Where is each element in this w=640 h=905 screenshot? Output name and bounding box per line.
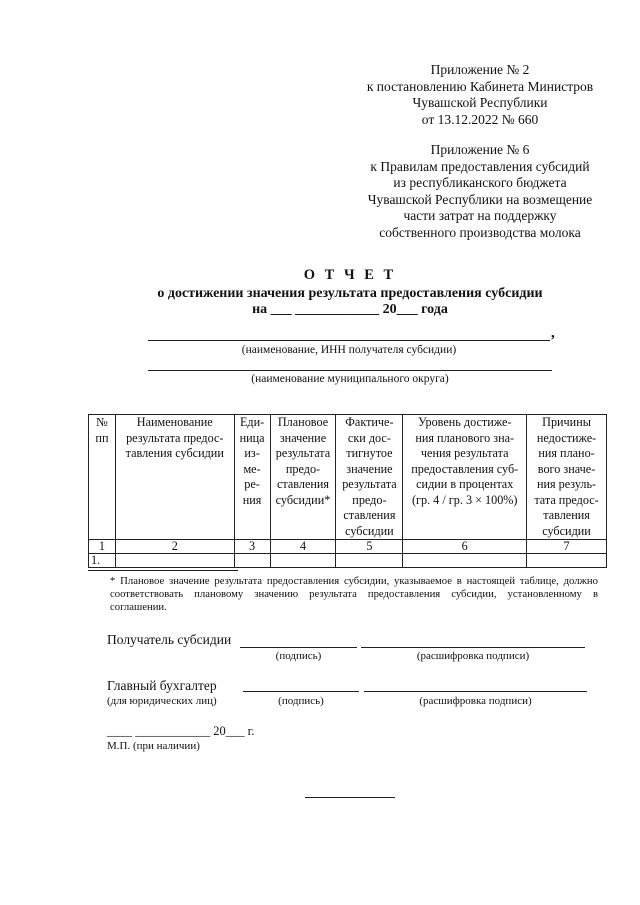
header-cell-reasons: Причины недостиже- ния плано- вого значе- ния резуль- тата предос- тавления субсидии bbox=[527, 415, 607, 540]
date-line: ____ ____________ 20___ г. bbox=[107, 724, 255, 738]
table-cell bbox=[115, 554, 234, 568]
table-header-row bbox=[89, 415, 607, 540]
report-table bbox=[88, 414, 607, 568]
header-cell-name: Наименование результата предос- тавления субсидии bbox=[115, 415, 234, 540]
annex-2-line-1: Приложение № 6 bbox=[430, 142, 530, 157]
row-number: 1. bbox=[89, 554, 116, 568]
accountant-signature-label: Главный бухгалтер bbox=[107, 678, 217, 693]
header-cell-planned: Плановое значение результата предо- ставления субсидии* bbox=[270, 415, 336, 540]
column-number: 6 bbox=[403, 540, 527, 554]
footnote-text: * Плановое значение результата предоставления субсидии, указываемое в настоящей таблице, должно соответствовать плановому значению результата предоставления субсидии, установленному в соглашении. bbox=[110, 575, 598, 613]
column-number: 3 bbox=[234, 540, 270, 554]
report-heading: О Т Ч Е Т bbox=[303, 267, 397, 283]
column-number: 4 bbox=[270, 540, 336, 554]
recipient-decode-line bbox=[361, 647, 585, 648]
closing-separator bbox=[305, 797, 395, 798]
annex-2-line-6: собственного производства молока bbox=[379, 224, 581, 240]
annex-block-1 bbox=[330, 62, 630, 128]
table-row bbox=[89, 554, 607, 568]
annex-1-line-1: Приложение № 2 bbox=[430, 62, 530, 77]
accountant-decode-line bbox=[364, 691, 587, 692]
header-cell-unit: Еди- ница из- ме- ре- ния bbox=[234, 415, 270, 540]
annex-1-line-4: от 13.12.2022 № 660 bbox=[421, 111, 539, 127]
seal-note: М.П. (при наличии) bbox=[107, 740, 200, 752]
annex-1-line-2: к постановлению Кабинета Министров bbox=[366, 78, 594, 94]
report-subtitle: о достижении значения результата предоставления субсидии bbox=[157, 286, 543, 301]
recipient-comma: , bbox=[551, 325, 555, 341]
header-cell-no: № пп bbox=[89, 415, 116, 540]
footnote-separator bbox=[88, 570, 238, 571]
table-cell bbox=[403, 554, 527, 568]
annex-block-2 bbox=[330, 142, 630, 242]
recipient-decode-caption: (расшифровка подписи) bbox=[416, 650, 530, 662]
table-cell bbox=[234, 554, 270, 568]
table-number-row bbox=[89, 540, 607, 554]
district-line bbox=[148, 370, 552, 371]
recipient-line bbox=[148, 340, 550, 341]
column-number: 2 bbox=[115, 540, 234, 554]
recipient-signature-label: Получатель субсидии bbox=[107, 632, 232, 647]
annex-2-line-3: из республиканского бюджета bbox=[393, 175, 567, 191]
column-number: 7 bbox=[527, 540, 607, 554]
recipient-caption: (наименование, ИНН получателя субсидии) bbox=[241, 344, 457, 356]
report-period: на ___ ____________ 20___ года bbox=[252, 302, 448, 317]
accountant-signature-caption: (подпись) bbox=[278, 695, 324, 707]
annex-2-line-2: к Правилам предоставления субсидий bbox=[370, 158, 590, 174]
accountant-signature-line bbox=[243, 691, 359, 692]
recipient-signature-line bbox=[240, 647, 357, 648]
annex-2-line-5: части затрат на поддержку bbox=[403, 208, 557, 224]
header-cell-level: Уровень достиже- ния планового зна- чения результата предоставления суб- сидии в процентах (гр. 4 / гр. 3 × 100%) bbox=[403, 415, 527, 540]
header-cell-actual: Фактиче- ски дос- тигнутое значение результата предо- ставления субсидии bbox=[336, 415, 403, 540]
table-cell bbox=[336, 554, 403, 568]
recipient-signature-caption: (подпись) bbox=[275, 650, 322, 662]
accountant-note: (для юридических лиц) bbox=[107, 695, 217, 707]
district-caption: (наименование муниципального округа) bbox=[251, 373, 449, 385]
annex-1-line-3: Чувашской Республики bbox=[412, 95, 548, 111]
column-number: 1 bbox=[89, 540, 116, 554]
table-cell bbox=[527, 554, 607, 568]
table-cell bbox=[270, 554, 336, 568]
accountant-decode-caption: (расшифровка подписи) bbox=[419, 695, 532, 707]
annex-2-line-4: Чувашской Республики на возмещение bbox=[367, 191, 593, 207]
column-number: 5 bbox=[336, 540, 403, 554]
